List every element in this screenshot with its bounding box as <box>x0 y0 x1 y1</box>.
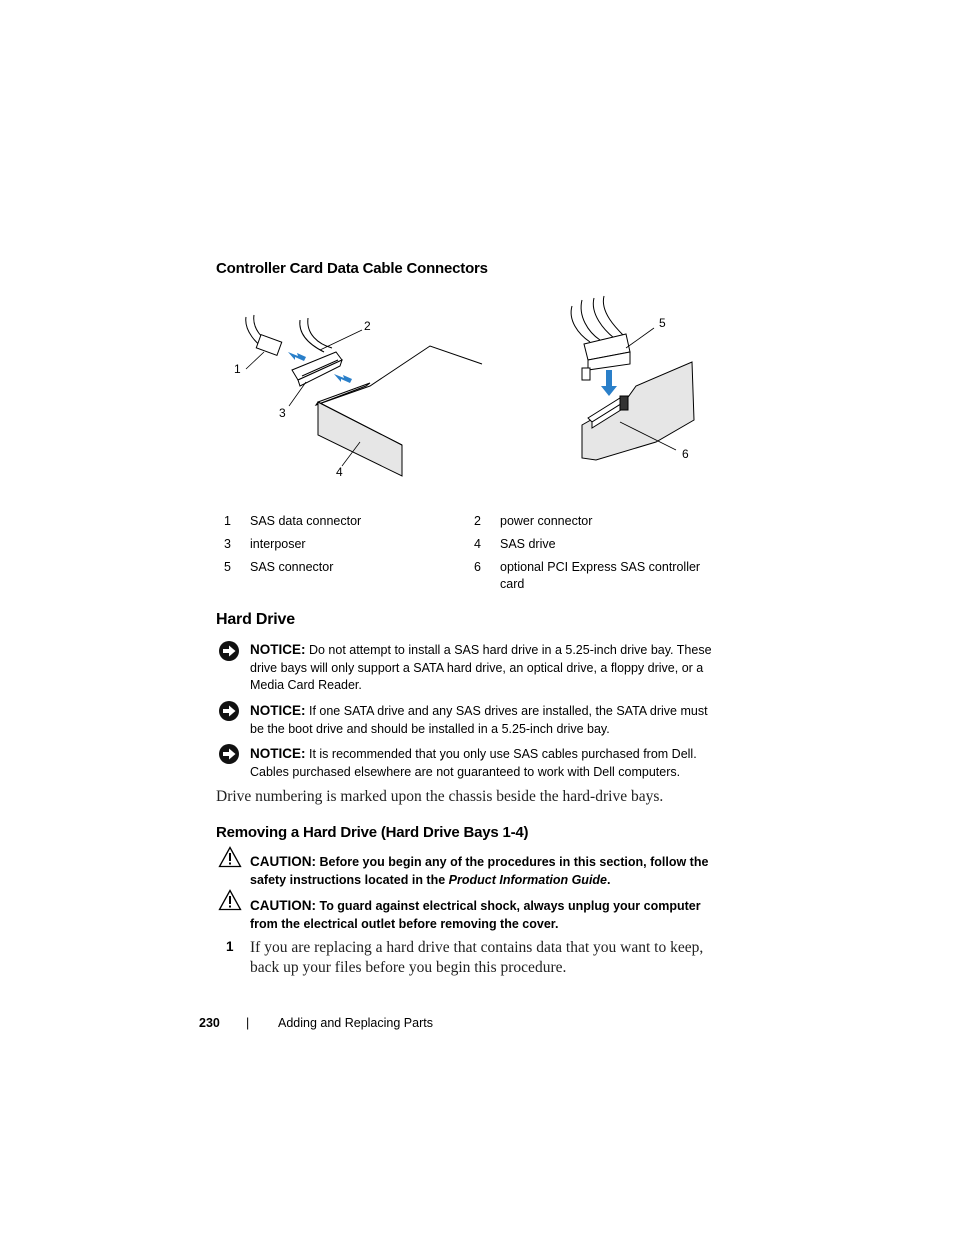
caution-text <box>250 897 716 933</box>
notice-text <box>250 702 712 738</box>
step-text: If you are replacing a hard drive that contains data that you want to keep, back up your files before you begin this procedure. <box>250 939 704 976</box>
legend-num: 4 <box>474 537 481 551</box>
callout-1: 1 <box>234 362 241 376</box>
legend-label: SAS connector <box>250 560 334 574</box>
caution-triangle-icon <box>218 846 242 868</box>
figure-heading: Controller Card Data Cable Connectors <box>216 260 488 277</box>
legend-row <box>224 513 714 536</box>
legend-label: interposer <box>250 537 306 551</box>
callout-3: 3 <box>279 406 286 420</box>
legend-row <box>224 536 714 559</box>
legend-label: SAS data connector <box>250 514 362 528</box>
controller-card-figure <box>216 290 716 490</box>
sas-drive-drawing <box>316 346 482 476</box>
notice-label: NOTICE: <box>250 703 306 718</box>
legend-label: optional PCI Express SAS controller card <box>500 560 701 591</box>
notice-text <box>250 745 712 781</box>
caution-body: Before you begin any of the procedures in this section, follow the safety instructions located in the <box>250 855 709 887</box>
footer-section: Adding and Replacing Parts <box>278 1016 433 1030</box>
notice-icon <box>218 700 240 722</box>
caution-label: CAUTION: <box>250 854 316 869</box>
legend-num: 3 <box>224 537 231 551</box>
notice-body: If one SATA drive and any SAS drives are installed, the SATA drive must be the boot drive and should be installed in a 5.25-inch drive bay. <box>250 704 708 736</box>
notice-body: It is recommended that you only use SAS cables purchased from Dell. Cables purchased elsewhere are not guaranteed to work with Dell computers. <box>250 747 697 779</box>
legend-label: power connector <box>500 514 593 528</box>
legend-num: 5 <box>224 560 231 574</box>
callout-6: 6 <box>682 447 689 461</box>
caution-triangle-icon <box>218 889 242 911</box>
hard-drive-heading: Hard Drive <box>216 611 295 628</box>
callout-5: 5 <box>659 316 666 330</box>
blue-arrow-icon <box>601 370 617 396</box>
legend-num: 6 <box>474 560 481 574</box>
legend-num: 2 <box>474 514 481 528</box>
sas-cable-drawing <box>571 296 630 380</box>
notice-label: NOTICE: <box>250 642 306 657</box>
notice-icon <box>218 640 240 662</box>
removing-heading: Removing a Hard Drive (Hard Drive Bays 1-4) <box>216 824 529 841</box>
step-number: 1 <box>226 939 234 954</box>
caution-text <box>250 853 716 889</box>
legend-label: SAS drive <box>500 537 556 551</box>
caution-body: To guard against electrical shock, always unplug your computer from the electrical outlet before removing the cover. <box>250 899 701 931</box>
notice-label: NOTICE: <box>250 746 306 761</box>
callout-4: 4 <box>336 465 343 479</box>
legend-table <box>224 513 714 593</box>
notice-icon <box>218 743 240 765</box>
caution-label: CAUTION: <box>250 898 316 913</box>
notice-body: Do not attempt to install a SAS hard drive in a 5.25-inch drive bay. These drive bays will only support a SATA hard drive, an optical drive, a floppy drive, or a Media Card Reader. <box>250 643 712 692</box>
callout-2: 2 <box>364 319 371 333</box>
legend-row <box>224 559 714 593</box>
product-guide-title: Product Information Guide <box>448 872 608 887</box>
drive-numbering-paragraph: Drive numbering is marked upon the chassis beside the hard-drive bays. <box>216 788 664 805</box>
data-cable-drawing <box>246 315 332 355</box>
caution-end: . <box>607 872 611 887</box>
notice-text <box>250 641 712 695</box>
legend-num: 1 <box>224 514 231 528</box>
cable-connector-illustration <box>216 290 716 490</box>
footer-separator: | <box>246 1016 250 1030</box>
page-number: 230 <box>199 1016 220 1030</box>
